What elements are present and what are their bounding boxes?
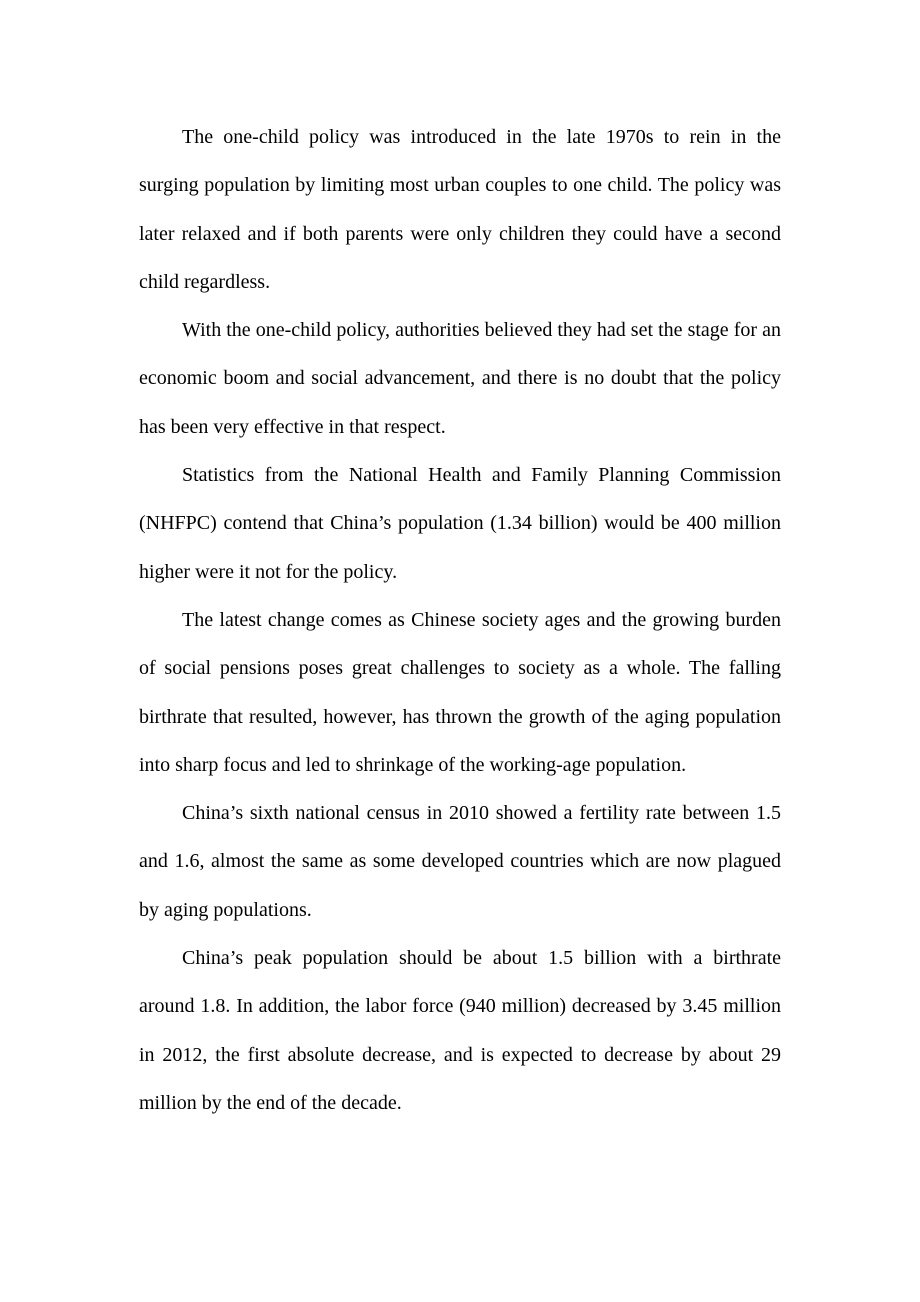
paragraph-aging-society: The latest change comes as Chinese society ages and the growing burden of social pensions poses great challenges to society as a whole. The falling birthrate that resulted, however, has thrown the growth of the aging population into sharp focus and led to shrinkage of the working-age population. <box>139 608 781 776</box>
paragraph-economic-boom: With the one-child policy, authorities believed they had set the stage for an economic boom and social advancement, and there is no doubt that the policy has been very effective in that respect. <box>139 319 781 438</box>
paragraph-peak-population: China’s peak population should be about 1.5 billion with a birthrate around 1.8. In addition, the labor force (940 million) decreased by 3.45 million in 2012, the first absolute decrease, and is expected to decrease by about 29 million by the end of the decade. <box>139 947 781 1114</box>
paragraph-one-child-policy: The one-child policy was introduced in the late 1970s to rein in the surging population by limiting most urban couples to one child. The policy was later relaxed and if both parents were only children they could have a second child regardless. <box>139 126 781 293</box>
paragraph-census-2010: China’s sixth national census in 2010 showed a fertility rate between 1.5 and 1.6, almost the same as some developed countries which are now plagued by aging populations. <box>139 802 781 921</box>
paragraph-nhfpc-statistics: Statistics from the National Health and Family Planning Commission (NHFPC) contend that China’s population (1.34 billion) would be 400 million higher were it not for the policy. <box>139 464 781 583</box>
document-body <box>139 113 781 1127</box>
